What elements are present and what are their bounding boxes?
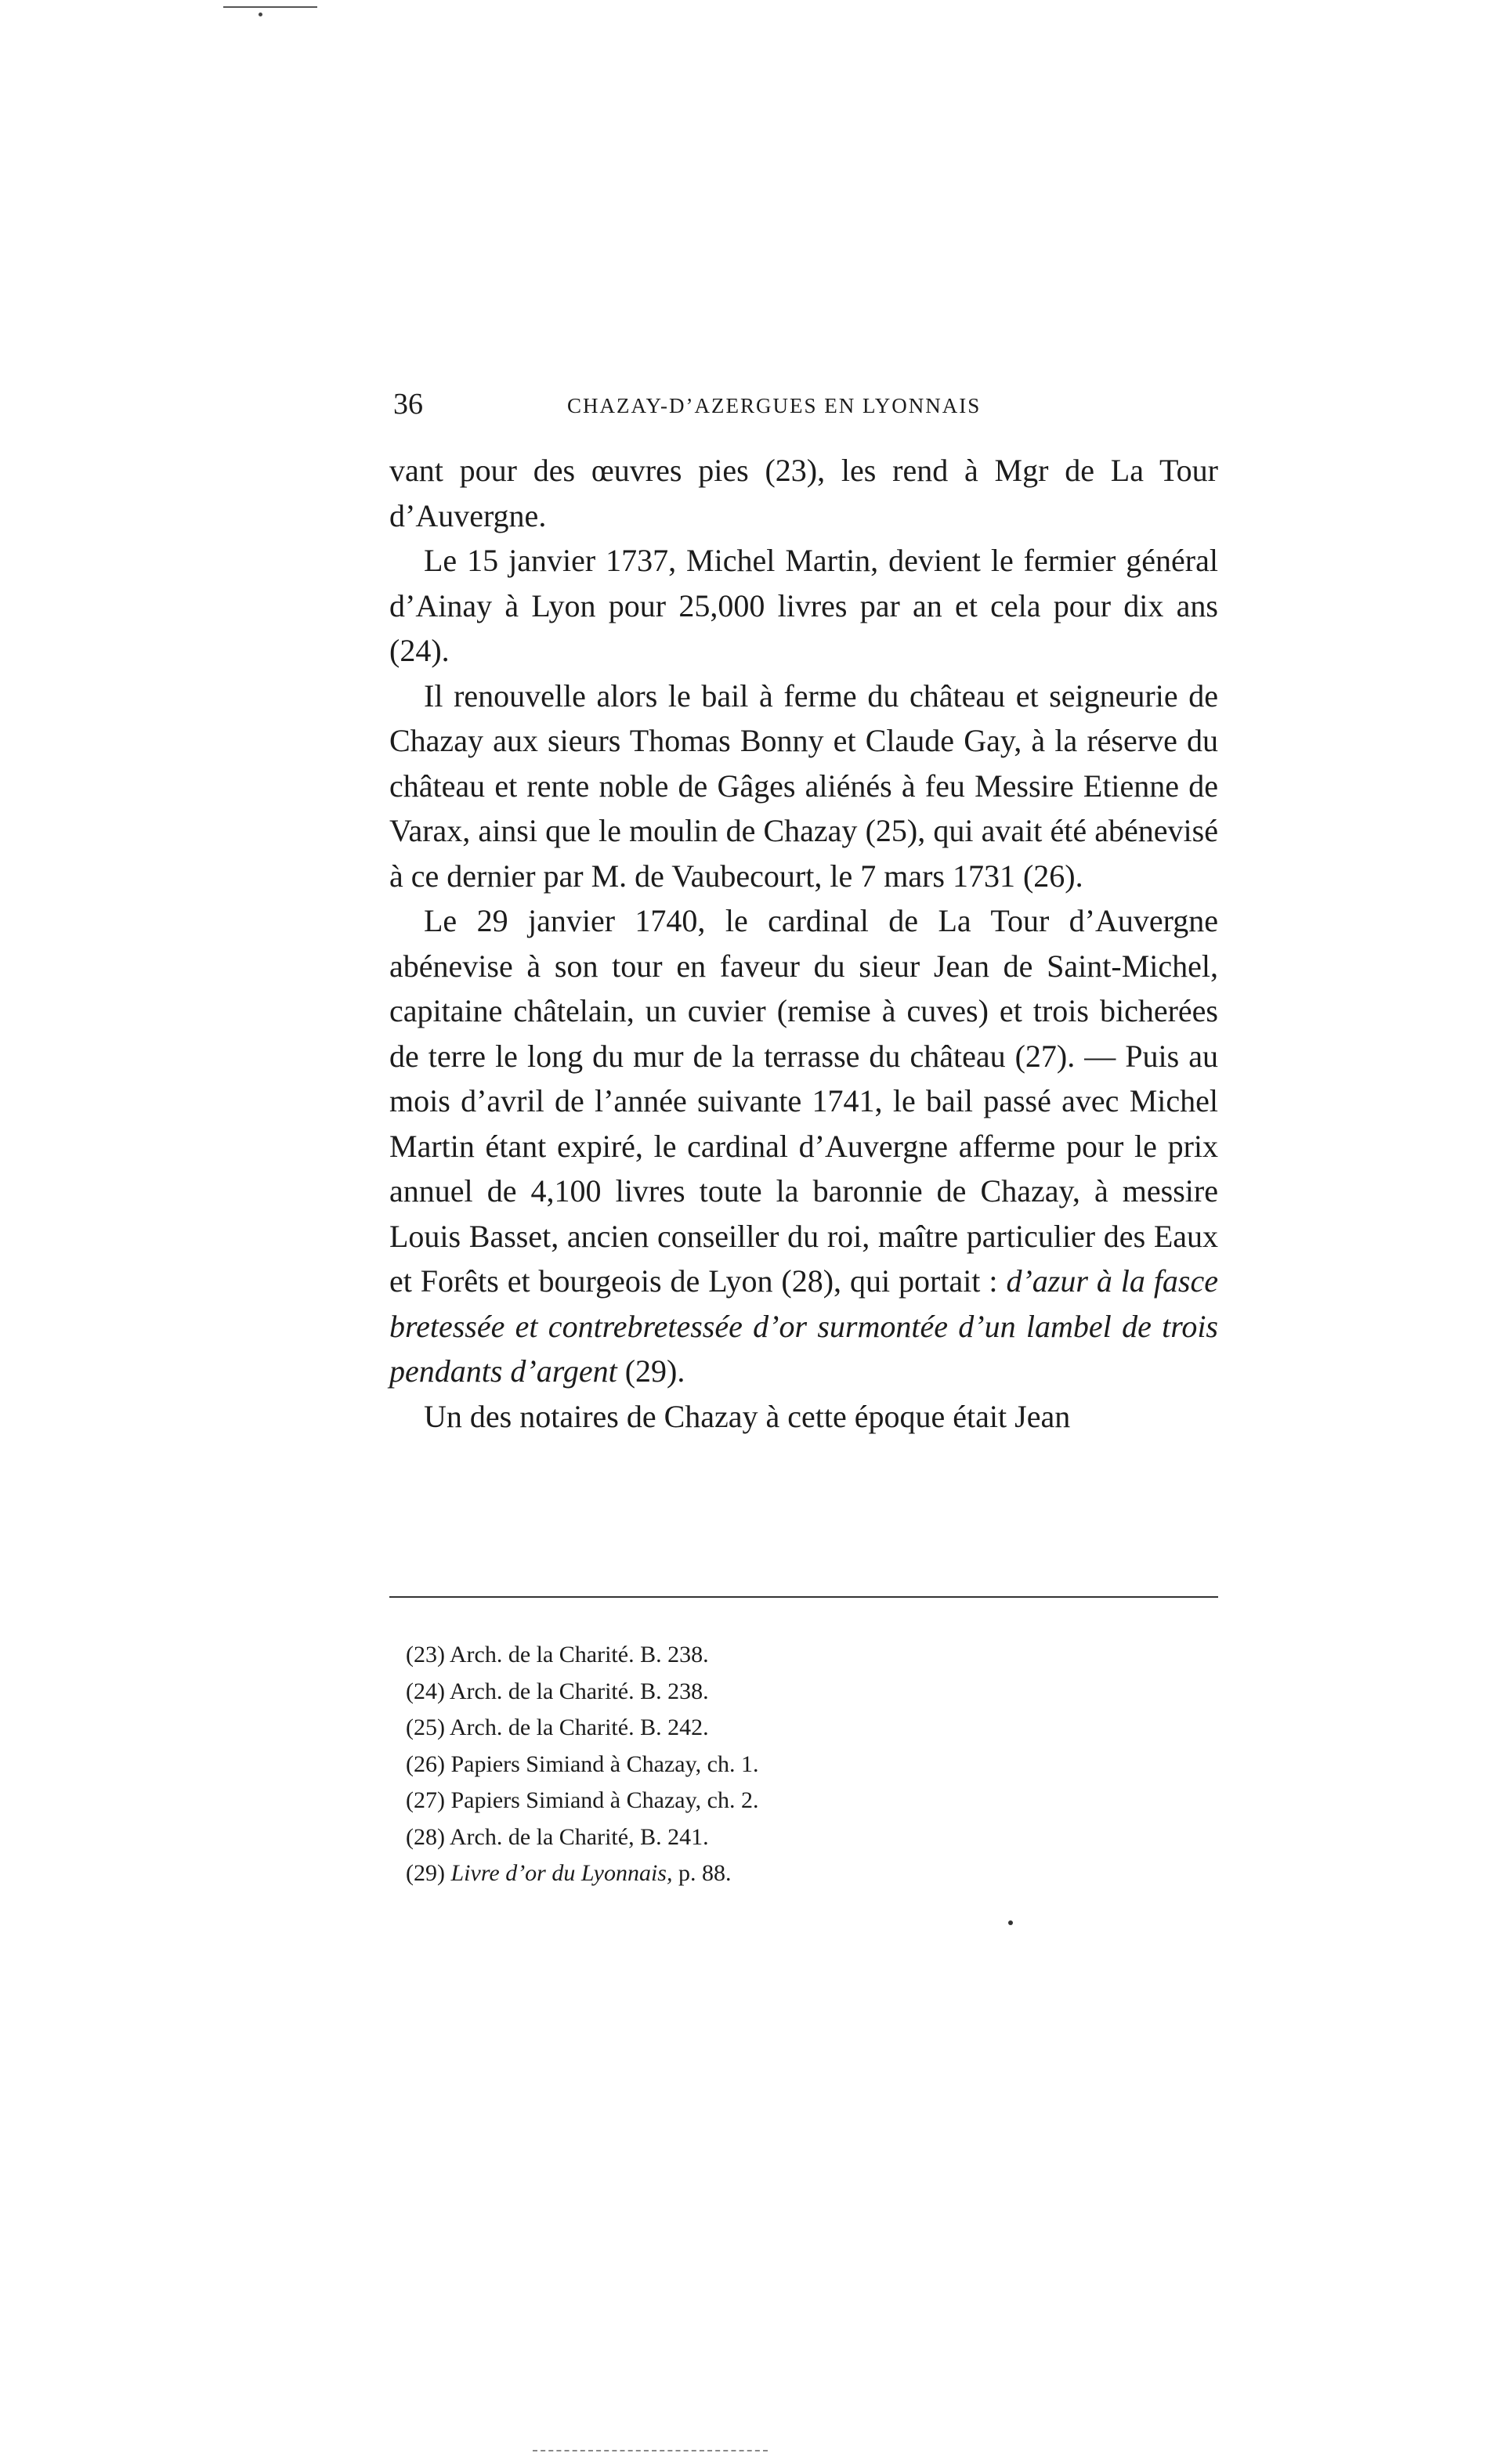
footnote-25 — [406, 1710, 1189, 1747]
footnote-text: Arch. de la Charité. B. 238. — [449, 1678, 709, 1704]
paragraph-4 — [389, 898, 1218, 1394]
footnote-number: (23) — [406, 1642, 445, 1667]
page-header — [393, 385, 1216, 423]
ink-speck — [1008, 1920, 1013, 1925]
blazon-description: d’azur à la fasce bretessée et contrebretessée d’or surmontée d’un lambel de trois pendants d’argent — [389, 1263, 1219, 1389]
running-head: CHAZAY-D’AZERGUES EN LYONNAIS — [567, 394, 982, 417]
footnote-28 — [406, 1819, 1189, 1856]
footnote-text: Arch. de la Charité. B. 242. — [449, 1714, 709, 1740]
footnote-number: (24) — [406, 1678, 445, 1704]
footnote-text: p. 88. — [678, 1860, 732, 1886]
paragraph-3: Il renouvelle alors le bail à ferme du château et seigneurie de Chazay aux sieurs Thomas Bonny et Claude Gay, à la réserve du château et rente noble de Gâges aliénés à feu Messire Etienne de Varax, ainsi que le moulin de Chazay (25), qui avait été abénevisé à ce dernier par M. de Vaubecourt, le 7 mars 1731 (26). — [389, 677, 1218, 894]
scan-edge-mark — [223, 6, 317, 8]
paragraph-5: Un des notaires de Chazay à cette époque était Jean — [424, 1398, 1071, 1434]
paragraph-4-text: Le 29 janvier 1740, le cardinal de La Tour d’Auvergne abénevise à son tour en faveur du sieur Jean de Saint-Michel, capitaine châtelain, un cuvier (remise à cuves) et trois bicherées de terre le long du mur de la terrasse du château (27). — Puis au mois d’avril de l’année suivante 1741, le bail passé avec Michel Martin étant expiré, le cardinal d’Auvergne afferme pour le prix annuel de 4,100 livres toute la baronnie de Chazay, à messire Louis Basset, ancien conseiller du roi, maître particulier des Eaux et Forêts et bourgeois de Lyon (28), qui portait : — [389, 903, 1218, 1299]
footnote-text: Arch. de la Charité, B. 241. — [449, 1823, 709, 1850]
paragraph-4-end: (29). — [624, 1353, 685, 1389]
scan-edge-mark-bottom — [533, 2450, 768, 2451]
footnote-number: (26) — [406, 1750, 445, 1777]
footnote-23 — [406, 1637, 1189, 1674]
footnote-number: (27) — [406, 1787, 445, 1813]
footnote-number: (25) — [406, 1714, 445, 1740]
footnote-number: (28) — [406, 1823, 445, 1850]
footnote-text: Papiers Simiand à Chazay, ch. 1. — [450, 1750, 759, 1777]
footnote-text: Arch. de la Charité. B. 238. — [449, 1642, 709, 1667]
paragraph-2: Le 15 janvier 1737, Michel Martin, devient le fermier général d’Ainay à Lyon pour 25,000 livres par an et cela pour dix ans (24). — [389, 543, 1218, 668]
footnote-divider — [389, 1596, 1218, 1598]
footnote-26 — [406, 1747, 1189, 1783]
footnote-title-italic: Livre d’or du Lyonnais, — [450, 1860, 673, 1886]
body-text — [389, 448, 1218, 1439]
paragraph-1: vant pour des œuvres pies (23), les rend à Mgr de La Tour d’Auvergne. — [389, 453, 1218, 533]
footnote-29 — [406, 1855, 1189, 1892]
scan-speck — [259, 13, 262, 16]
footnote-text: Papiers Simiand à Chazay, ch. 2. — [450, 1787, 759, 1813]
page-number: 36 — [393, 388, 423, 421]
footnote-number: (29) — [406, 1860, 445, 1886]
footnote-27 — [406, 1783, 1189, 1819]
footnote-24 — [406, 1674, 1189, 1711]
footnotes — [406, 1637, 1189, 1892]
